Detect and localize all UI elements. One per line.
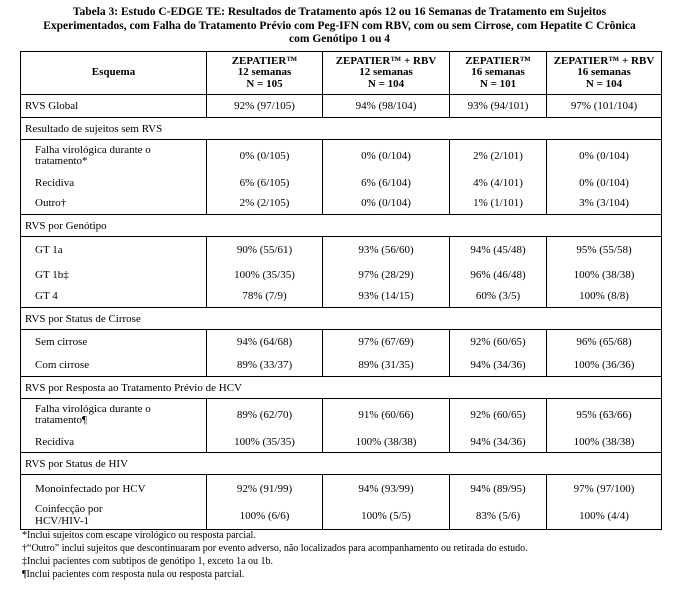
header-col-4: ZEPATIER™ + RBV 16 semanas N = 104: [547, 52, 662, 95]
section-row: RVS por Resposta ao Tratamento Prévio de HCV: [21, 377, 662, 399]
table-row: Falha virológica durante o tratamento* 0% (0/105) 0% (0/104) 2% (2/101) 0% (0/104): [21, 140, 662, 173]
section-row: Resultado de sujeitos sem RVS: [21, 118, 662, 140]
footnote: *Inclui sujeitos com escape virológico ou resposta parcial.: [22, 530, 256, 541]
section-row: RVS por Genótipo: [21, 215, 662, 237]
section-row: RVS por Status de Cirrose: [21, 308, 662, 330]
header-esquema: Esquema: [21, 52, 207, 95]
title-line-2: Experimentados, com Falha do Tratamento Prévio com Peg-IFN com RBV, com ou sem Cirrose, com Hepatite C Crônica: [43, 19, 636, 32]
table-row: Com cirrose 89% (33/37) 89% (31/35) 94% (34/36) 100% (36/36): [21, 355, 662, 377]
table-row: RVS Global 92% (97/105) 94% (98/104) 93% (94/101) 97% (101/104): [21, 95, 662, 118]
header-col-2: ZEPATIER™ + RBV 12 semanas N = 104: [323, 52, 450, 95]
header-col-1: ZEPATIER™ 12 semanas N = 105: [207, 52, 323, 95]
footnote: †“Outro” inclui sujeitos que descontinuaram por evento adverso, não localizados para acompanhamento ou retirada do estudo.: [22, 543, 528, 554]
header-col-3: ZEPATIER™ 16 semanas N = 101: [450, 52, 547, 95]
table-title: [0, 6, 679, 47]
footnotes: [22, 529, 528, 581]
results-table: [20, 51, 662, 530]
table-row: GT 4 78% (7/9) 93% (14/15) 60% (3/5) 100% (8/8): [21, 286, 662, 308]
table-row: Falha virológica durante o tratamento¶ 89% (62/70) 91% (60/66) 92% (60/65) 95% (63/66): [21, 399, 662, 432]
table-row: GT 1a 90% (55/61) 93% (56/60) 94% (45/48) 95% (55/58): [21, 237, 662, 264]
section-row: RVS por Status de HIV: [21, 453, 662, 475]
title-line-1: Tabela 3: Estudo C-EDGE TE: Resultados de Tratamento após 12 ou 16 Semanas de Tratamento em Sujeitos: [72, 6, 607, 18]
table-row: Recidiva 6% (6/105) 6% (6/104) 4% (4/101) 0% (0/104): [21, 173, 662, 193]
footnote: ‡Inclui pacientes com subtipos de genótipo 1, exceto 1a ou 1b.: [22, 556, 274, 567]
footnote: ¶Inclui pacientes com resposta nula ou resposta parcial.: [22, 569, 245, 580]
title-line-3: com Genótipo 1 ou 4: [289, 33, 390, 45]
table-row: Recidiva 100% (35/35) 100% (38/38) 94% (34/36) 100% (38/38): [21, 432, 662, 453]
table-row: GT 1b‡ 100% (35/35) 97% (28/29) 96% (46/48) 100% (38/38): [21, 264, 662, 286]
header-row: [21, 52, 662, 95]
table-row: Coinfecção por HCV/HIV-1 100% (6/6) 100% (5/5) 83% (5/6) 100% (4/4): [21, 503, 662, 530]
table-row: Monoinfectado por HCV 92% (91/99) 94% (93/99) 94% (89/95) 97% (97/100): [21, 475, 662, 503]
table-row: Sem cirrose 94% (64/68) 97% (67/69) 92% (60/65) 96% (65/68): [21, 330, 662, 355]
table-row: Outro† 2% (2/105) 0% (0/104) 1% (1/101) 3% (3/104): [21, 193, 662, 215]
